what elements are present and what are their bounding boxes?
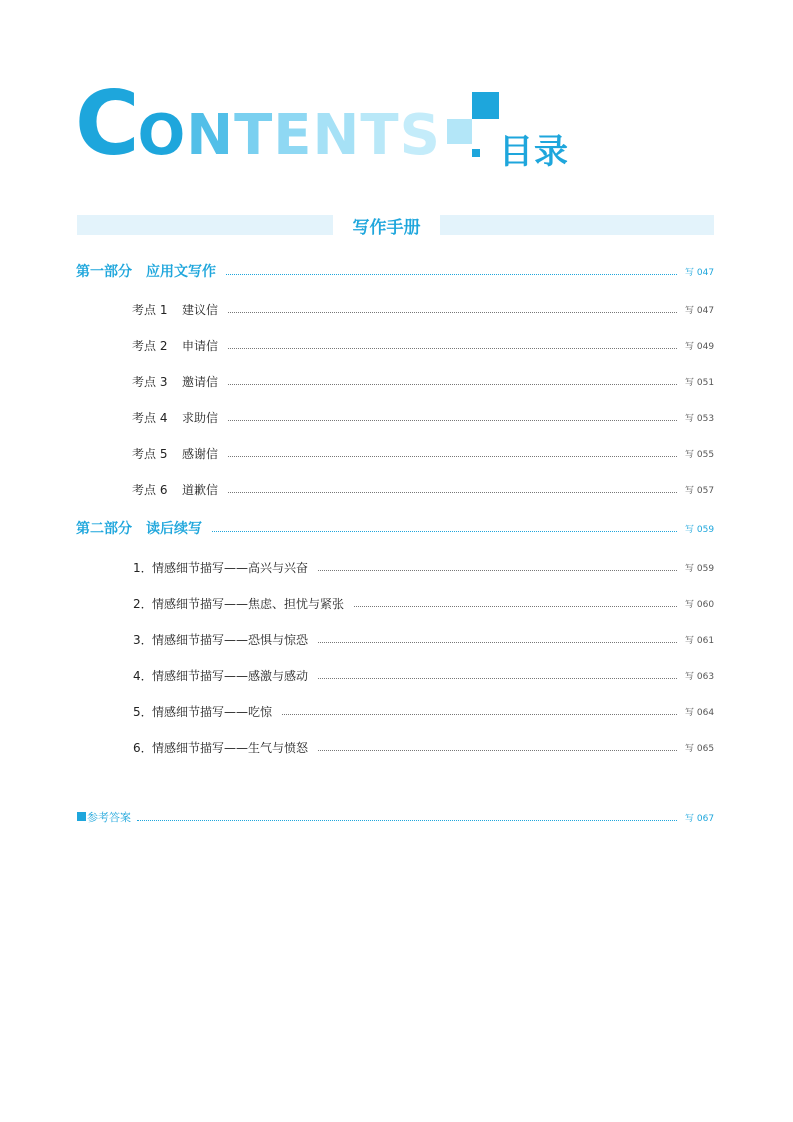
- banner-bar-left: [77, 215, 333, 235]
- page-number: 写 059: [685, 563, 715, 574]
- answers-label: 参考答案: [87, 811, 131, 824]
- item-label: 情感细节描写——高兴与兴奋: [152, 560, 309, 575]
- toc-item[interactable]: [0, 299, 793, 319]
- leader-dots: [318, 570, 677, 571]
- leader-dots: [228, 312, 677, 313]
- toc-item[interactable]: [0, 407, 793, 427]
- decor-square-icon: [447, 119, 472, 144]
- banner-bar-right: [440, 215, 714, 235]
- page-number: 写 047: [685, 305, 715, 316]
- item-number: 考点 3: [132, 374, 168, 389]
- toc-item[interactable]: [0, 665, 793, 685]
- page-number: 写 047: [685, 267, 715, 278]
- title-letter: O: [137, 103, 187, 168]
- page-number: 写 051: [685, 377, 715, 388]
- page-number: 写 059: [685, 524, 715, 535]
- toc-item[interactable]: [0, 737, 793, 757]
- item-number: 考点 1: [132, 302, 168, 317]
- page-number: 写 053: [685, 413, 715, 424]
- decor-square-icon: [472, 149, 480, 157]
- toc-answers[interactable]: [0, 807, 793, 827]
- item-label: 情感细节描写——焦虑、担忧与紧张: [152, 596, 345, 611]
- item-number: 6．: [133, 740, 153, 755]
- title-letter: T: [360, 103, 400, 168]
- item-label: 邀请信: [182, 374, 219, 389]
- item-number: 考点 2: [132, 338, 168, 353]
- item-number: 1．: [133, 560, 153, 575]
- toc-item[interactable]: [0, 593, 793, 613]
- page-number: 写 055: [685, 449, 715, 460]
- toc-part-1[interactable]: [0, 261, 793, 281]
- leader-dots: [354, 606, 677, 607]
- title-letter-c: C: [75, 72, 138, 175]
- page-number: 写 060: [685, 599, 715, 610]
- part-title: 第一部分 应用文写作: [76, 264, 216, 280]
- leader-dots: [228, 420, 677, 421]
- page-number: 写 061: [685, 635, 715, 646]
- title-letter: N: [312, 103, 361, 168]
- page-number: 写 057: [685, 485, 715, 496]
- toc-item[interactable]: [0, 371, 793, 391]
- section-banner: [77, 215, 714, 238]
- toc-item[interactable]: [0, 557, 793, 577]
- title-letter: T: [234, 103, 274, 168]
- toc-item[interactable]: [0, 701, 793, 721]
- contents-header: [75, 72, 635, 175]
- leader-dots: [282, 714, 677, 715]
- page-number: 写 067: [685, 813, 715, 824]
- item-number: 3．: [133, 632, 153, 647]
- leader-dots: [318, 642, 677, 643]
- item-label: 申请信: [182, 338, 219, 353]
- subtitle-mulu: 目录: [499, 132, 569, 172]
- leader-dots: [212, 531, 677, 532]
- item-number: 考点 4: [132, 410, 168, 425]
- leader-dots: [228, 492, 677, 493]
- leader-dots: [228, 384, 677, 385]
- toc-item[interactable]: [0, 335, 793, 355]
- item-label: 道歉信: [182, 482, 219, 497]
- item-label: 情感细节描写——感激与感动: [152, 668, 309, 683]
- item-label: 情感细节描写——恐惧与惊恐: [152, 632, 309, 647]
- item-number: 考点 5: [132, 446, 168, 461]
- leader-dots: [226, 274, 677, 275]
- item-number: 考点 6: [132, 482, 168, 497]
- item-label: 情感细节描写——吃惊: [152, 704, 273, 719]
- item-label: 情感细节描写——生气与愤怒: [152, 740, 309, 755]
- page-number: 写 049: [685, 341, 715, 352]
- toc-item[interactable]: [0, 629, 793, 649]
- item-number: 4．: [133, 668, 153, 683]
- toc-part-2[interactable]: [0, 518, 793, 538]
- toc-item[interactable]: [0, 479, 793, 499]
- part-title: 第二部分 读后续写: [76, 521, 202, 537]
- leader-dots: [137, 820, 677, 821]
- decor-square-icon: [472, 92, 499, 119]
- contents-title: [75, 72, 441, 175]
- leader-dots: [318, 750, 677, 751]
- page-number: 写 064: [685, 707, 715, 718]
- item-number: 5．: [133, 704, 153, 719]
- square-bullet-icon: [77, 812, 86, 821]
- leader-dots: [318, 678, 677, 679]
- leader-dots: [228, 348, 677, 349]
- section-title: 写作手册: [352, 218, 421, 238]
- page-number: 写 065: [685, 743, 715, 754]
- item-number: 2．: [133, 596, 153, 611]
- title-letter: E: [273, 103, 313, 168]
- leader-dots: [228, 456, 677, 457]
- item-label: 建议信: [182, 302, 219, 317]
- page-number: 写 063: [685, 671, 715, 682]
- item-label: 感谢信: [182, 446, 219, 461]
- title-letter: N: [186, 103, 235, 168]
- item-label: 求助信: [182, 410, 219, 425]
- title-letter: S: [399, 103, 441, 168]
- toc-item[interactable]: [0, 443, 793, 463]
